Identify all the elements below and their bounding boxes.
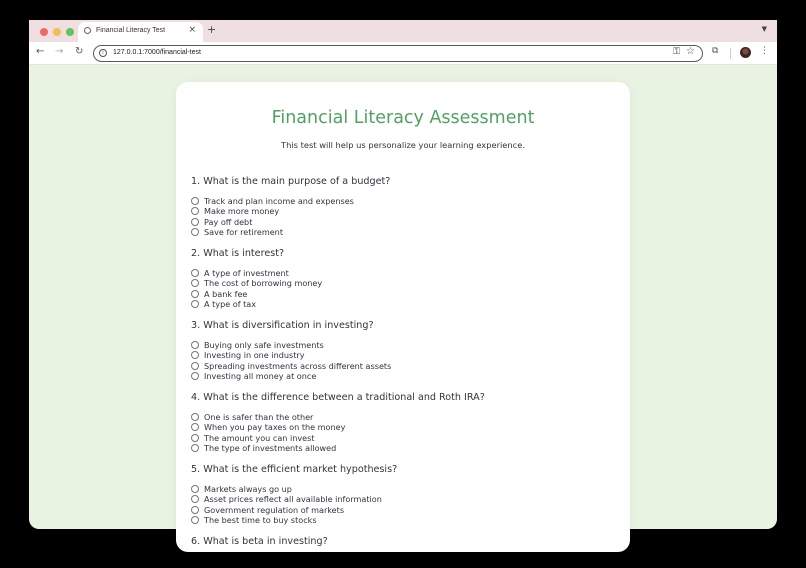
radio-button[interactable] xyxy=(191,434,199,442)
answer-option-label: Buying only safe investments xyxy=(204,340,324,350)
radio-button[interactable] xyxy=(191,290,199,298)
tab-strip xyxy=(29,20,777,42)
radio-button[interactable] xyxy=(191,279,199,287)
answer-option[interactable] xyxy=(191,217,621,227)
radio-button[interactable] xyxy=(191,485,199,493)
answer-option[interactable] xyxy=(191,278,621,288)
radio-button[interactable] xyxy=(191,351,199,359)
question-text: 6. What is beta in investing? xyxy=(191,536,328,547)
browser-toolbar xyxy=(29,42,777,65)
question-text: 3. What is diversification in investing? xyxy=(191,320,374,331)
answer-option-label: The type of investments allowed xyxy=(204,442,337,453)
question-text: 5. What is the efficient market hypothesis? xyxy=(191,464,398,475)
minimize-window-button[interactable] xyxy=(53,28,61,36)
page-viewport xyxy=(29,65,777,547)
toolbar-divider xyxy=(730,48,731,59)
tab-financial-test[interactable] xyxy=(78,22,203,42)
new-tab-button[interactable]: + xyxy=(207,23,217,36)
question-text: 1. What is the main purpose of a budget? xyxy=(191,176,391,187)
page-title: Financial Literacy Assessment xyxy=(271,108,535,128)
answer-option-label: Make more money xyxy=(204,206,280,217)
back-arrow-icon[interactable]: ← xyxy=(36,46,45,57)
answer-option-label: Investing all money at once xyxy=(204,370,317,381)
tab-search-chevron-icon[interactable]: ▼ xyxy=(761,25,767,33)
close-window-button[interactable] xyxy=(40,28,48,36)
answer-option-label: The best time to buy stocks xyxy=(204,514,317,525)
answer-option-label: A type of investment xyxy=(204,268,289,278)
radio-button[interactable] xyxy=(191,516,199,524)
answer-option[interactable] xyxy=(191,433,621,443)
answer-option-label: Spreading investments across different assets xyxy=(204,360,392,371)
answer-option-label: Save for retirement xyxy=(204,226,283,237)
tab-title: Financial Literacy Test xyxy=(96,27,166,34)
answer-option[interactable] xyxy=(191,289,621,299)
site-info-icon[interactable]: i xyxy=(99,49,107,57)
answer-option-label: Asset prices reflect all available information xyxy=(204,494,382,505)
answer-option-label: A type of tax xyxy=(204,298,257,309)
radio-button[interactable] xyxy=(191,341,199,349)
answer-option[interactable] xyxy=(191,443,621,453)
forward-arrow-icon[interactable]: → xyxy=(55,46,64,57)
tab-close-button[interactable]: × xyxy=(188,25,196,35)
radio-button[interactable] xyxy=(191,495,199,503)
globe-icon xyxy=(84,27,91,34)
answer-option[interactable] xyxy=(191,350,621,360)
radio-button[interactable] xyxy=(191,218,199,226)
answer-option[interactable] xyxy=(191,484,621,494)
extensions-puzzle-icon[interactable]: ⧉ xyxy=(712,46,719,56)
reload-icon[interactable]: ↻ xyxy=(75,46,84,57)
question-block xyxy=(191,392,621,453)
answer-option[interactable] xyxy=(191,505,621,515)
browser-window xyxy=(29,20,777,547)
profile-avatar[interactable] xyxy=(740,47,751,58)
answer-option-label: Markets always go up xyxy=(204,484,292,494)
url-text[interactable]: 127.0.0.1:7000/financial-test xyxy=(113,49,201,56)
answer-option-label: Investing in one industry xyxy=(204,350,305,361)
answer-option[interactable] xyxy=(191,422,621,432)
answer-option[interactable] xyxy=(191,196,621,206)
radio-button[interactable] xyxy=(191,207,199,215)
radio-button[interactable] xyxy=(191,506,199,514)
question-text: 2. What is interest? xyxy=(191,248,285,259)
answer-option[interactable] xyxy=(191,340,621,350)
kebab-menu-icon[interactable]: ⋮ xyxy=(760,46,769,56)
radio-button[interactable] xyxy=(191,413,199,421)
answer-option[interactable] xyxy=(191,206,621,216)
radio-button[interactable] xyxy=(191,423,199,431)
answer-option-label: A bank fee xyxy=(204,288,248,299)
answer-option[interactable] xyxy=(191,371,621,381)
answer-option[interactable] xyxy=(191,268,621,278)
radio-button[interactable] xyxy=(191,197,199,205)
question-block xyxy=(191,320,621,381)
question-block xyxy=(191,464,621,525)
page-subtitle: This test will help us personalize your learning experience. xyxy=(281,140,525,150)
answer-option-label: Pay off debt xyxy=(204,216,253,227)
radio-button[interactable] xyxy=(191,269,199,277)
answer-option[interactable] xyxy=(191,494,621,504)
bookmark-star-icon[interactable]: ☆ xyxy=(686,46,695,57)
maximize-window-button[interactable] xyxy=(66,28,74,36)
answer-option-label: One is safer than the other xyxy=(204,412,314,422)
question-block xyxy=(191,248,621,309)
answer-option-label: Track and plan income and expenses xyxy=(204,196,354,206)
assessment-card xyxy=(176,82,630,552)
answer-option-label: Government regulation of markets xyxy=(204,504,345,515)
answer-option[interactable] xyxy=(191,299,621,309)
answer-option-label: The cost of borrowing money xyxy=(204,278,323,289)
address-bar[interactable] xyxy=(93,45,703,62)
answer-option[interactable] xyxy=(191,227,621,237)
question-text: 4. What is the difference between a traditional and Roth IRA? xyxy=(191,392,485,403)
answer-option[interactable] xyxy=(191,361,621,371)
password-key-icon[interactable]: ⚿ xyxy=(673,47,680,57)
radio-button[interactable] xyxy=(191,372,199,380)
radio-button[interactable] xyxy=(191,228,199,236)
answer-option[interactable] xyxy=(191,412,621,422)
radio-button[interactable] xyxy=(191,444,199,452)
answer-option[interactable] xyxy=(191,515,621,525)
radio-button[interactable] xyxy=(191,300,199,308)
question-block xyxy=(191,536,621,556)
answer-option-label: The amount you can invest xyxy=(204,432,315,443)
radio-button[interactable] xyxy=(191,362,199,370)
answer-option-label: When you pay taxes on the money xyxy=(204,422,346,433)
question-block xyxy=(191,176,621,237)
